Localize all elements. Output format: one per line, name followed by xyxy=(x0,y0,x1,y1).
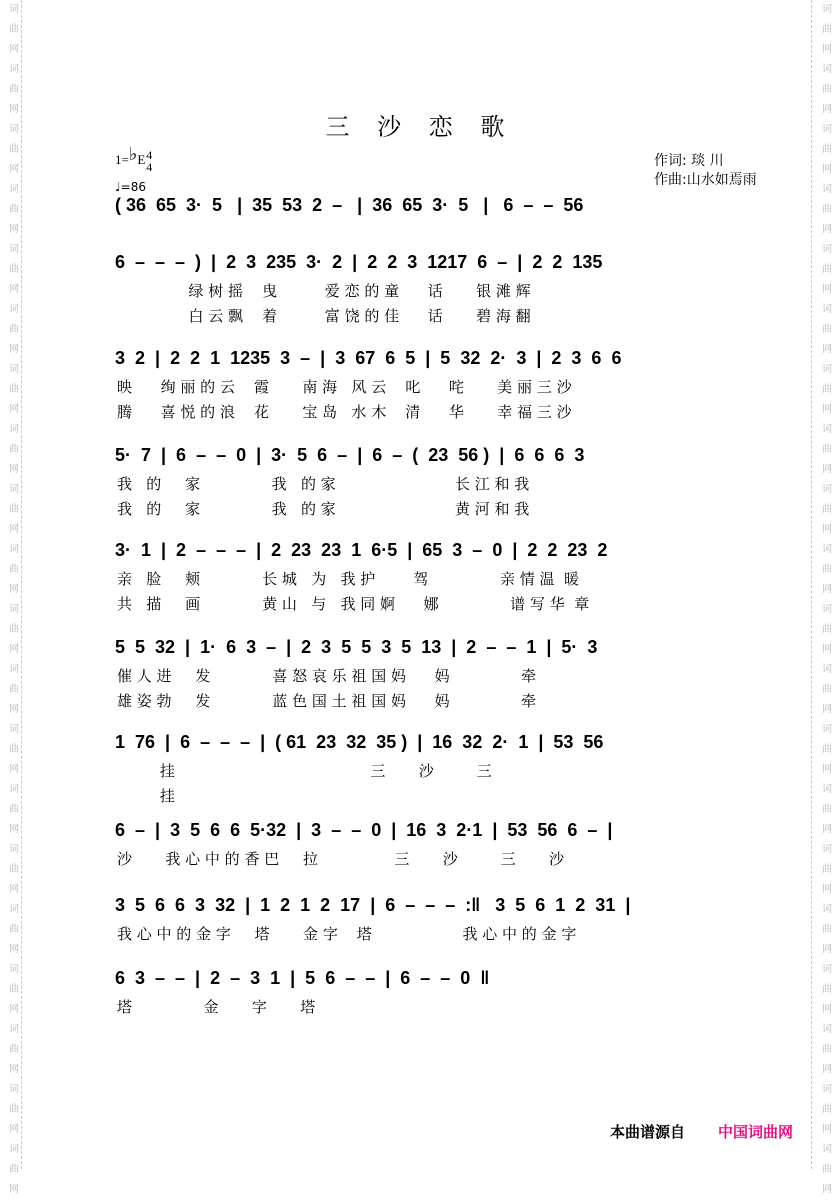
watermark-char: 词 xyxy=(9,304,19,315)
watermark-char: 曲 xyxy=(9,1104,19,1115)
watermark-group xyxy=(816,600,838,660)
time-top: 4 xyxy=(146,148,153,163)
watermark-char: 网 xyxy=(9,464,19,475)
notation-row: 3 5 6 6 3 32 | 1 2 1 2 17 | 6 – – – :‖ 3 5 6 1 2 31 | xyxy=(115,895,631,915)
watermark-char: 词 xyxy=(822,724,832,735)
watermark-char: 词 xyxy=(9,1024,19,1035)
watermark-char: 曲 xyxy=(822,684,832,695)
watermark-char: 网 xyxy=(9,164,19,175)
watermark-char: 词 xyxy=(9,364,19,375)
watermark-char: 词 xyxy=(822,4,832,15)
watermark-char: 曲 xyxy=(9,864,19,875)
watermark-char: 词 xyxy=(822,604,832,615)
watermark-char: 词 xyxy=(9,244,19,255)
watermark-group xyxy=(816,1140,838,1200)
watermark-char: 网 xyxy=(822,464,832,475)
watermark-char: 曲 xyxy=(9,504,19,515)
watermark-char: 曲 xyxy=(9,144,19,155)
watermark-char: 词 xyxy=(9,64,19,75)
flat-icon: ♭ xyxy=(128,144,138,164)
lyric-line: 腾 喜 悦 的 浪 花 宝 岛 水 木 清 华 幸 福 三 沙 xyxy=(117,403,572,421)
watermark-char: 词 xyxy=(822,964,832,975)
lyric-line: 白 云 飘 着 富 饶 的 佳 话 碧 海 翻 xyxy=(117,307,531,325)
watermark-char: 网 xyxy=(822,404,832,415)
watermark-group xyxy=(816,420,838,480)
watermark-char: 词 xyxy=(9,664,19,675)
watermark-char: 曲 xyxy=(9,564,19,575)
watermark-char: 网 xyxy=(822,764,832,775)
watermark-char: 曲 xyxy=(9,204,19,215)
watermark-char: 网 xyxy=(9,884,19,895)
lyric-line: 绿 树 摇 曳 爱 恋 的 童 话 银 滩 辉 xyxy=(117,282,531,300)
watermark-char: 词 xyxy=(822,784,832,795)
watermark-char: 曲 xyxy=(9,1164,19,1175)
watermark-char: 曲 xyxy=(822,564,832,575)
watermark-char: 词 xyxy=(822,244,832,255)
watermark-char: 网 xyxy=(9,44,19,55)
watermark-char: 词 xyxy=(9,724,19,735)
watermark-char: 曲 xyxy=(9,84,19,95)
watermark-char: 词 xyxy=(822,1084,832,1095)
watermark-char: 词 xyxy=(822,304,832,315)
watermark-char: 网 xyxy=(9,704,19,715)
watermark-char: 网 xyxy=(9,224,19,235)
watermark-char: 词 xyxy=(9,4,19,15)
composer: 作曲:山水如焉雨 xyxy=(654,172,757,188)
watermark-char: 词 xyxy=(822,664,832,675)
watermark-char: 曲 xyxy=(822,384,832,395)
notation-row: 1 76 | 6 – – – | ( 61 23 32 35 ) | 16 32 2· 1 | 53 56 xyxy=(115,732,604,752)
watermark-char: 曲 xyxy=(9,804,19,815)
watermark-char: 网 xyxy=(9,524,19,535)
watermark-char: 网 xyxy=(9,284,19,295)
watermark-char: 网 xyxy=(9,584,19,595)
watermark-char: 网 xyxy=(9,824,19,835)
notation-row: ( 36 65 3· 5 | 35 53 2 – | 36 65 3· 5 | 6 – – 56 xyxy=(115,195,584,215)
watermark-char: 网 xyxy=(822,524,832,535)
watermark-char: 曲 xyxy=(822,444,832,455)
watermark-char: 词 xyxy=(822,424,832,435)
watermark-char: 词 xyxy=(9,184,19,195)
watermark-char: 曲 xyxy=(9,684,19,695)
notation-row: 5 5 32 | 1· 6 3 – | 2 3 5 5 3 5 13 | 2 – – 1 | 5· 3 xyxy=(115,637,598,657)
watermark-char: 词 xyxy=(822,904,832,915)
watermark-char: 曲 xyxy=(9,24,19,35)
watermark-right xyxy=(816,0,838,1195)
watermark-char: 词 xyxy=(822,1024,832,1035)
watermark-group xyxy=(816,540,838,600)
watermark-char: 曲 xyxy=(822,624,832,635)
watermark-char: 词 xyxy=(9,1084,19,1095)
dashed-border-right xyxy=(811,0,812,1169)
watermark-char: 网 xyxy=(822,1004,832,1015)
watermark-char: 词 xyxy=(822,364,832,375)
song-title: 三 沙 恋 歌 xyxy=(325,113,515,141)
watermark-group xyxy=(816,0,838,60)
watermark-char: 网 xyxy=(9,1184,19,1195)
watermark-char: 词 xyxy=(822,124,832,135)
time-signature xyxy=(146,149,152,173)
key-label: 1= xyxy=(115,152,129,167)
key-note: E xyxy=(137,152,146,167)
watermark-char: 曲 xyxy=(822,984,832,995)
watermark-group xyxy=(816,720,838,780)
watermark-group xyxy=(816,780,838,840)
watermark-char: 网 xyxy=(822,44,832,55)
dashed-border-left xyxy=(21,0,22,1169)
watermark-char: 词 xyxy=(9,424,19,435)
lyric-line: 挂 三 沙 三 xyxy=(117,762,492,780)
credits xyxy=(654,152,757,190)
watermark-char: 曲 xyxy=(9,384,19,395)
notation-row: 3· 1 | 2 – – – | 2 23 23 1 6·5 | 65 3 – 0 | 2 2 23 2 xyxy=(115,540,608,560)
watermark-char: 网 xyxy=(822,224,832,235)
watermark-char: 曲 xyxy=(9,924,19,935)
watermark-char: 曲 xyxy=(9,444,19,455)
watermark-char: 词 xyxy=(822,544,832,555)
watermark-char: 网 xyxy=(822,284,832,295)
watermark-group xyxy=(816,480,838,540)
watermark-char: 网 xyxy=(822,704,832,715)
watermark-char: 曲 xyxy=(9,624,19,635)
watermark-char: 曲 xyxy=(822,24,832,35)
watermark-group xyxy=(816,900,838,960)
watermark-char: 网 xyxy=(822,644,832,655)
watermark-char: 曲 xyxy=(822,804,832,815)
watermark-char: 曲 xyxy=(822,1104,832,1115)
watermark-char: 词 xyxy=(9,604,19,615)
watermark-char: 网 xyxy=(9,404,19,415)
watermark-char: 曲 xyxy=(822,204,832,215)
notation-row: 6 3 – – | 2 – 3 1 | 5 6 – – | 6 – – 0 ‖ xyxy=(115,968,490,988)
watermark-char: 网 xyxy=(822,1124,832,1135)
watermark-char: 网 xyxy=(822,1064,832,1075)
watermark-char: 曲 xyxy=(822,924,832,935)
notation-row: 6 – | 3 5 6 6 5·32 | 3 – – 0 | 16 3 2·1 | 53 56 6 – | xyxy=(115,820,613,840)
lyric-line: 雄 姿 勃 发 蓝 色 国 土 祖 国 妈 妈 牵 xyxy=(117,692,537,710)
watermark-char: 曲 xyxy=(822,864,832,875)
lyric-line: 映 绚 丽 的 云 霞 南 海 风 云 叱 咤 美 丽 三 沙 xyxy=(117,378,572,396)
watermark-char: 曲 xyxy=(9,1044,19,1055)
watermark-group xyxy=(816,840,838,900)
watermark-char: 网 xyxy=(9,1004,19,1015)
lyric-line: 挂 xyxy=(117,787,175,805)
site-name-link[interactable]: 中国词曲网 xyxy=(718,1123,794,1141)
watermark-char: 曲 xyxy=(9,984,19,995)
watermark-char: 曲 xyxy=(9,324,19,335)
watermark-char: 词 xyxy=(9,904,19,915)
watermark-char: 曲 xyxy=(9,264,19,275)
watermark-char: 网 xyxy=(9,1064,19,1075)
watermark-char: 网 xyxy=(9,944,19,955)
watermark-char: 曲 xyxy=(822,144,832,155)
watermark-char: 网 xyxy=(822,824,832,835)
lyric-line: 催 人 进 发 喜 怒 哀 乐 祖 国 妈 妈 牵 xyxy=(117,667,537,685)
watermark-group xyxy=(816,180,838,240)
watermark-char: 网 xyxy=(822,584,832,595)
watermark-char: 曲 xyxy=(822,264,832,275)
watermark-group xyxy=(816,240,838,300)
watermark-char: 词 xyxy=(9,964,19,975)
watermark-char: 曲 xyxy=(822,1164,832,1175)
lyric-line: 我 的 家 我 的 家 长 江 和 我 xyxy=(117,475,530,493)
watermark-char: 网 xyxy=(822,164,832,175)
watermark-char: 词 xyxy=(9,844,19,855)
watermark-char: 词 xyxy=(9,124,19,135)
watermark-char: 曲 xyxy=(822,84,832,95)
watermark-char: 词 xyxy=(822,64,832,75)
watermark-char: 网 xyxy=(822,944,832,955)
watermark-group xyxy=(816,660,838,720)
watermark-char: 曲 xyxy=(822,504,832,515)
watermark-group xyxy=(816,360,838,420)
watermark-char: 曲 xyxy=(822,1044,832,1055)
watermark-char: 词 xyxy=(822,844,832,855)
watermark-char: 网 xyxy=(9,764,19,775)
watermark-char: 词 xyxy=(9,544,19,555)
watermark-group xyxy=(816,1080,838,1140)
watermark-char: 网 xyxy=(822,344,832,355)
lyric-line: 共 描 画 黄 山 与 我 同 婀 娜 谱 写 华 章 xyxy=(117,595,590,613)
time-bottom: 4 xyxy=(146,160,153,175)
lyric-line: 我 心 中 的 金 字 塔 金 字 塔 我 心 中 的 金 字 xyxy=(117,925,577,943)
watermark-group xyxy=(816,1020,838,1080)
lyric-line: 亲 脸 颊 长 城 为 我 护 驾 亲 情 温 暖 xyxy=(117,570,580,588)
watermark-char: 网 xyxy=(9,104,19,115)
watermark-char: 网 xyxy=(822,104,832,115)
lyric-line: 沙 我 心 中 的 香 巴 拉 三 沙 三 沙 xyxy=(117,850,565,868)
watermark-char: 词 xyxy=(9,784,19,795)
watermark-char: 曲 xyxy=(9,744,19,755)
watermark-char: 词 xyxy=(9,484,19,495)
lyric-line: 我 的 家 我 的 家 黄 河 和 我 xyxy=(117,500,530,518)
watermark-char: 词 xyxy=(822,1144,832,1155)
watermark-char: 网 xyxy=(9,1124,19,1135)
notation-row: 3 2 | 2 2 1 1235 3 – | 3 67 6 5 | 5 32 2· 3 | 2 3 6 6 xyxy=(115,348,622,368)
watermark-char: 曲 xyxy=(822,744,832,755)
notation-row: 6 – – – ) | 2 3 235 3· 2 | 2 2 3 1217 6 – | 2 2 135 xyxy=(115,252,603,272)
watermark-char: 网 xyxy=(9,344,19,355)
watermark-group xyxy=(816,300,838,360)
lyricist: 作词: 琰 川 xyxy=(654,153,724,169)
watermark-char: 网 xyxy=(822,1184,832,1195)
watermark-char: 网 xyxy=(822,884,832,895)
watermark-char: 网 xyxy=(9,644,19,655)
lyric-line: 塔 金 字 塔 xyxy=(117,998,316,1016)
watermark-char: 词 xyxy=(822,484,832,495)
watermark-char: 词 xyxy=(9,1144,19,1155)
tempo-marking: ♩=86 xyxy=(115,180,146,194)
key-signature xyxy=(115,144,153,175)
source-label: 本曲谱源自 xyxy=(610,1123,686,1141)
notation-row: 5· 7 | 6 – – 0 | 3· 5 6 – | 6 – ( 23 56 ) | 6 6 6 3 xyxy=(115,445,585,465)
watermark-char: 词 xyxy=(822,184,832,195)
watermark-group xyxy=(816,960,838,1020)
watermark-char: 曲 xyxy=(822,324,832,335)
